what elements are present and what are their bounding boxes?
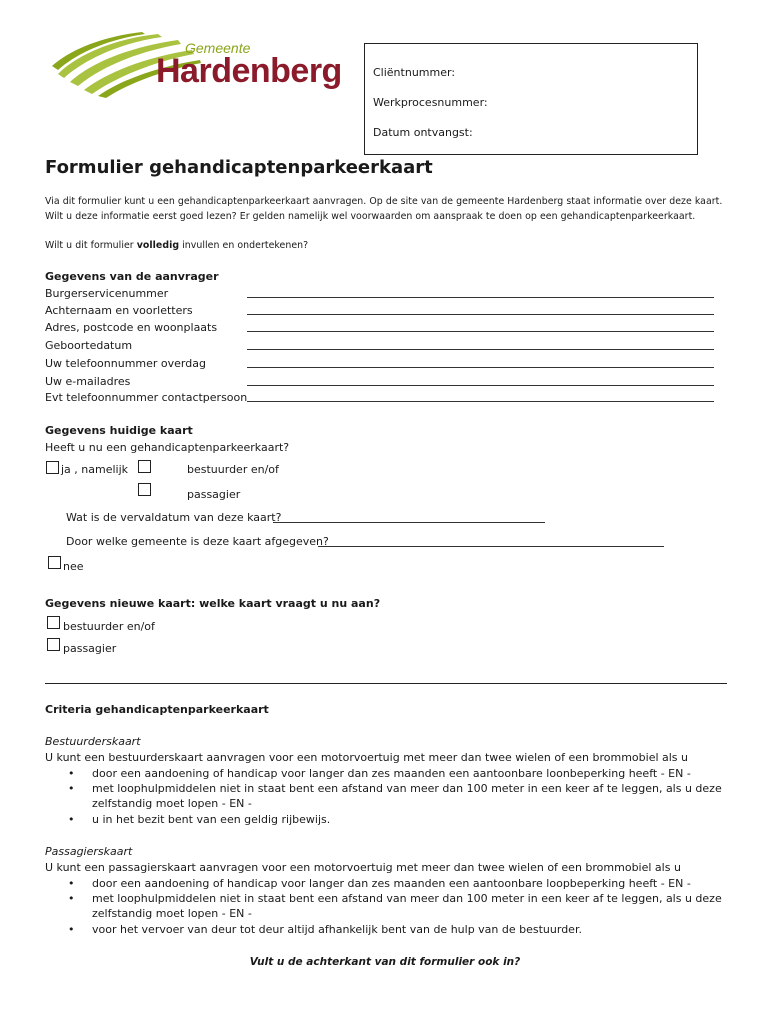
field-input-contact-phone[interactable]: [247, 401, 714, 402]
applicant-heading: Gegevens van de aanvrager: [45, 270, 219, 283]
passagierskaart-criterion-1: door een aandoening of handicap voor langer dan zes maanden een aantoonbare loopbeperking heeft - EN -: [92, 877, 691, 890]
bestuurderskaart-criterion-2b: zelfstandig moet lopen - EN -: [92, 797, 252, 810]
label-ja: ja , namelijk: [61, 463, 129, 476]
section-divider: [45, 683, 727, 684]
field-label-name: Achternaam en voorletters: [45, 304, 193, 317]
label-current-bestuurder: bestuurder en/of: [187, 463, 279, 476]
criteria-heading: Criteria gehandicaptenparkeerkaart: [45, 703, 269, 716]
bullet-icon: •: [68, 923, 75, 936]
label-nee: nee: [63, 560, 84, 573]
intro-line-3: Wilt u dit formulier volledig invullen en ondertekenen?: [45, 240, 309, 251]
new-card-heading: Gegevens nieuwe kaart: welke kaart vraagt u nu aan?: [45, 597, 381, 610]
label-new-bestuurder: bestuurder en/of: [63, 620, 155, 633]
bullet-icon: •: [68, 767, 75, 780]
expiry-date-input[interactable]: [273, 522, 545, 523]
field-input-bsn[interactable]: [247, 297, 714, 298]
field-input-address[interactable]: [247, 331, 714, 332]
field-input-name[interactable]: [247, 314, 714, 315]
field-label-bsn: Burgerservicenummer: [45, 287, 169, 300]
label-new-passagier: passagier: [63, 642, 117, 655]
field-label-birthdate: Geboortedatum: [45, 339, 133, 352]
passagierskaart-criterion-2a: met loophulpmiddelen niet in staat bent een afstand van meer dan 100 meter in een keer af te leggen, als u deze: [92, 892, 722, 905]
bestuurderskaart-criterion-3: u in het bezit bent van een geldig rijbewijs.: [92, 813, 331, 826]
current-card-question: Heeft u nu een gehandicaptenparkeerkaart?: [45, 441, 290, 454]
checkbox-current-bestuurder[interactable]: [138, 460, 151, 473]
field-label-address: Adres, postcode en woonplaats: [45, 321, 218, 334]
passagierskaart-criterion-2b: zelfstandig moet lopen - EN -: [92, 907, 252, 920]
passagierskaart-criterion-3: voor het vervoer van deur tot deur altijd afhankelijk bent van de hulp van de bestuurder.: [92, 923, 582, 936]
current-card-heading: Gegevens huidige kaart: [45, 424, 193, 437]
date-received-label: Datum ontvangst:: [373, 126, 473, 139]
bestuurderskaart-criterion-2a: met loophulpmiddelen niet in staat bent een afstand van meer dan 100 meter in een keer af te leggen, als u deze: [92, 782, 722, 795]
bullet-icon: •: [68, 782, 75, 795]
passagierskaart-intro: U kunt een passagierskaart aanvragen voor een motorvoertuig met meer dan twee wielen of een brommobiel als u: [45, 861, 681, 874]
field-label-contact-phone: Evt telefoonnummer contactpersoon: [45, 391, 248, 404]
checkbox-current-passagier[interactable]: [138, 483, 151, 496]
bullet-icon: •: [68, 813, 75, 826]
intro-line-2: Wilt u deze informatie eerst goed lezen? Er gelden namelijk wel voorwaarden om aanspraak te doen op een gehandicaptenparkeerkaart.: [45, 211, 696, 222]
field-label-email: Uw e-mailadres: [45, 375, 131, 388]
field-label-phone: Uw telefoonnummer overdag: [45, 357, 206, 370]
logo-name-text: Hardenberg: [156, 52, 342, 90]
label-current-passagier: passagier: [187, 488, 241, 501]
field-input-birthdate[interactable]: [247, 349, 714, 350]
footer-note: Vult u de achterkant van dit formulier ook in?: [249, 956, 521, 968]
intro-line-1: Via dit formulier kunt u een gehandicaptenparkeerkaart aanvragen. Op de site van de gemeente Hardenberg staat informatie over deze kaart.: [45, 196, 723, 207]
checkbox-new-passagier[interactable]: [47, 638, 60, 651]
checkbox-new-bestuurder[interactable]: [47, 616, 60, 629]
bullet-icon: •: [68, 877, 75, 890]
field-input-phone[interactable]: [247, 367, 714, 368]
passagierskaart-title: Passagierskaart: [45, 845, 133, 858]
logo-gemeente-text: Gemeente: [185, 40, 251, 56]
expiry-date-label: Wat is de vervaldatum van deze kaart?: [66, 511, 282, 524]
workprocess-number-label: Werkprocesnummer:: [373, 96, 488, 109]
office-use-box: [364, 43, 698, 155]
bestuurderskaart-intro: U kunt een bestuurderskaart aanvragen voor een motorvoertuig met meer dan twee wielen of een brommobiel als u: [45, 751, 689, 764]
bullet-icon: •: [68, 892, 75, 905]
issuing-municipality-label: Door welke gemeente is deze kaart afgegeven?: [66, 535, 329, 548]
issuing-municipality-input[interactable]: [318, 546, 664, 547]
bestuurderskaart-title: Bestuurderskaart: [45, 735, 141, 748]
checkbox-nee[interactable]: [48, 556, 61, 569]
checkbox-ja[interactable]: [46, 461, 59, 474]
bestuurderskaart-criterion-1: door een aandoening of handicap voor langer dan zes maanden een aantoonbare loonbeperking heeft - EN -: [92, 767, 691, 780]
client-number-label: Cliëntnummer:: [373, 66, 456, 79]
page-title: Formulier gehandicaptenparkeerkaart: [45, 157, 433, 178]
field-input-email[interactable]: [247, 385, 714, 386]
